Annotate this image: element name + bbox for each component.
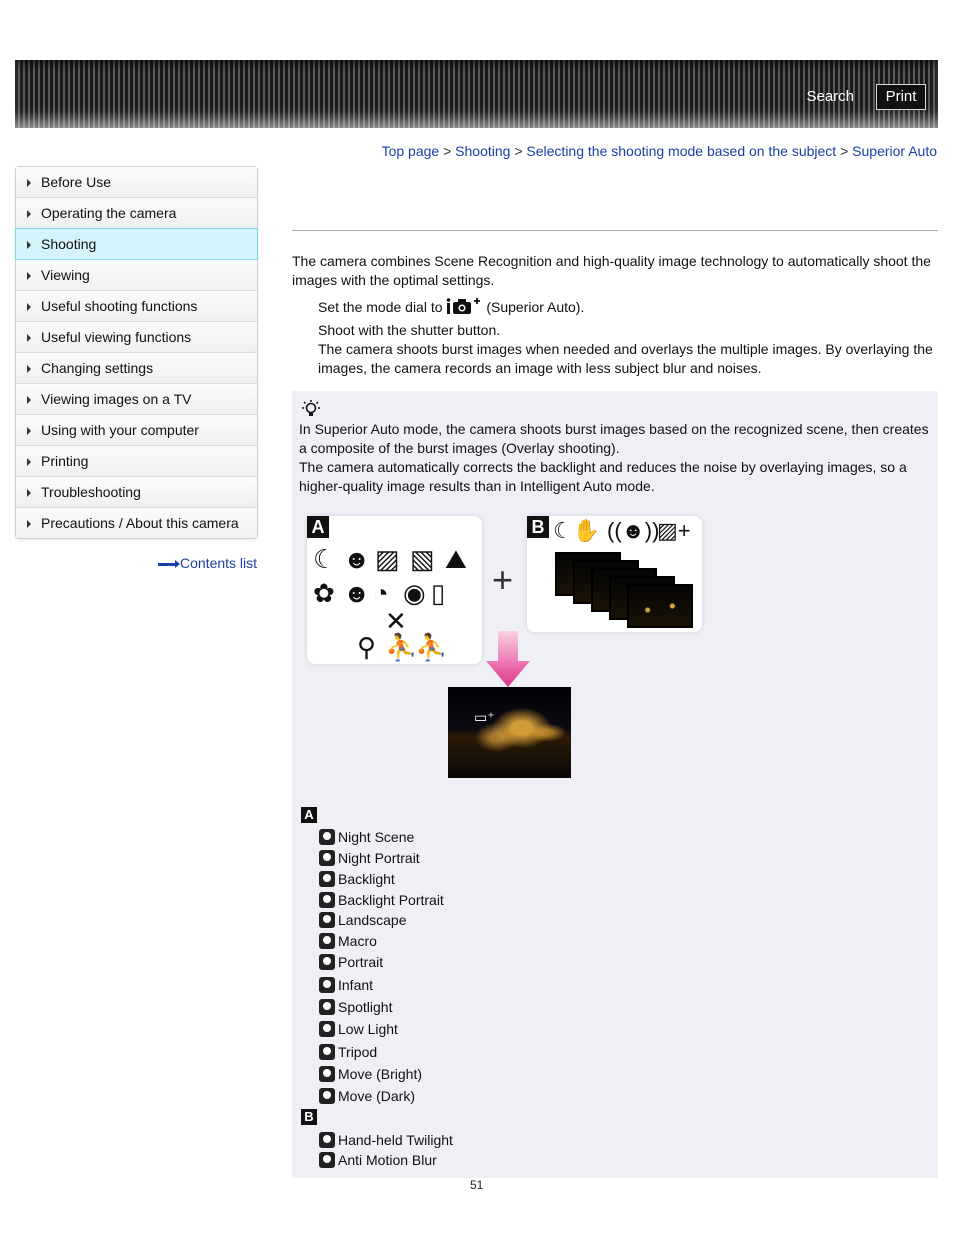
tip-paragraph-1: In Superior Auto mode, the camera shoots burst images based on the recognized scene, then creates a composite of the burst images (Overlay shooting). bbox=[299, 421, 929, 456]
macro-icon: ✿ bbox=[313, 578, 335, 608]
backlight-portrait-icon bbox=[319, 892, 335, 908]
breadcrumb-superior-auto[interactable]: Superior Auto bbox=[852, 143, 937, 159]
list-item bbox=[319, 1150, 437, 1170]
spotlight-icon bbox=[319, 999, 335, 1015]
scene-label: Anti Motion Blur bbox=[338, 1152, 437, 1168]
arrow-right-icon bbox=[27, 396, 31, 404]
list-item bbox=[319, 1086, 415, 1106]
sidebar-item-label: Using with your computer bbox=[41, 422, 199, 438]
list-item bbox=[319, 869, 395, 889]
sidebar-item-precautions[interactable] bbox=[16, 508, 257, 538]
print-button[interactable]: Print bbox=[876, 84, 926, 110]
backlight-icon: ▨ bbox=[375, 544, 400, 574]
arrow-right-icon bbox=[27, 241, 31, 249]
label-b-badge: B bbox=[527, 516, 549, 538]
breadcrumb-separator: > bbox=[514, 143, 523, 159]
list-b-badge: B bbox=[301, 1109, 317, 1125]
arrow-right-icon bbox=[27, 427, 31, 435]
night-scene-icon: ☾ bbox=[313, 544, 337, 574]
overlay-result-photo bbox=[448, 687, 571, 778]
sidebar-item-label: Operating the camera bbox=[41, 205, 177, 221]
anti-motion-blur-icon: ((☻)) bbox=[607, 518, 660, 543]
list-item bbox=[319, 1064, 422, 1084]
title-divider bbox=[292, 230, 938, 231]
sidebar-item-before-use[interactable] bbox=[16, 167, 257, 198]
hand-held-twilight-icon: ☾✋ bbox=[553, 518, 601, 543]
arrow-down-icon bbox=[486, 631, 530, 687]
scene-label: Infant bbox=[338, 977, 374, 993]
plus-icon: + bbox=[492, 559, 514, 600]
breadcrumb-separator: > bbox=[443, 143, 452, 159]
sidebar-item-label: Changing settings bbox=[41, 360, 154, 376]
spotlight-icon: ◉ bbox=[403, 578, 426, 608]
scene-label: Backlight bbox=[338, 871, 395, 887]
anti-motion-blur-icon bbox=[319, 1152, 335, 1168]
low-light-icon bbox=[319, 1021, 335, 1037]
sidebar-item-useful-shooting[interactable] bbox=[16, 291, 257, 322]
sidebar-item-useful-viewing[interactable] bbox=[16, 322, 257, 353]
list-item bbox=[319, 890, 444, 910]
sidebar-item-operating[interactable] bbox=[16, 198, 257, 229]
breadcrumb-selecting-mode[interactable]: Selecting the shooting mode based on the subject bbox=[526, 143, 837, 159]
infant-icon bbox=[319, 977, 335, 993]
arrow-right-icon bbox=[27, 179, 31, 187]
hand-held-twilight-icon bbox=[319, 1132, 335, 1148]
list-item bbox=[319, 827, 414, 847]
infant-icon: ◔ bbox=[373, 578, 389, 608]
scene-panel-b bbox=[527, 516, 702, 632]
list-item bbox=[319, 952, 383, 972]
tip-box bbox=[292, 391, 938, 1178]
scene-label: Move (Dark) bbox=[338, 1088, 416, 1104]
tripod-icon bbox=[319, 1044, 335, 1060]
tip-text bbox=[299, 420, 931, 496]
tripod-icon: ⚲ bbox=[357, 632, 377, 662]
scene-label: Hand-held Twilight bbox=[338, 1132, 453, 1148]
step-1-suffix: (Superior Auto). bbox=[486, 299, 585, 315]
scene-label: Macro bbox=[338, 933, 377, 949]
scene-label: Move (Bright) bbox=[338, 1066, 423, 1082]
sidebar-item-label: Useful shooting functions bbox=[41, 298, 198, 314]
sidebar-item-label: Precautions / About this camera bbox=[41, 515, 239, 531]
sidebar-nav bbox=[15, 166, 258, 539]
scene-label: Spotlight bbox=[338, 999, 393, 1015]
step-2-line-1: Shoot with the shutter button. bbox=[318, 322, 501, 338]
sidebar-item-label: Viewing bbox=[41, 267, 90, 283]
arrow-right-icon bbox=[27, 334, 31, 342]
contents-list-label: Contents list bbox=[180, 555, 258, 571]
contents-list-link[interactable] bbox=[158, 555, 257, 571]
sidebar-item-printing[interactable] bbox=[16, 446, 257, 477]
scene-label: Landscape bbox=[338, 912, 407, 928]
step-1 bbox=[318, 297, 938, 317]
arrow-right-icon bbox=[158, 563, 176, 566]
sidebar-item-tv[interactable] bbox=[16, 384, 257, 415]
list-item bbox=[319, 975, 373, 995]
scene-label: Backlight Portrait bbox=[338, 892, 444, 908]
sidebar-item-troubleshooting[interactable] bbox=[16, 477, 257, 508]
arrow-right-icon bbox=[27, 489, 31, 497]
tip-paragraph-2: The camera automatically corrects the backlight and reduces the noise by overlaying images, so a higher-quality image results than in Intelligent Auto mode. bbox=[299, 459, 907, 494]
move-dark-icon bbox=[319, 1088, 335, 1104]
backlight-hdr-icon: ▨+ bbox=[657, 518, 691, 543]
backlight-icon bbox=[319, 871, 335, 887]
macro-icon bbox=[319, 933, 335, 949]
sidebar-item-label: Viewing images on a TV bbox=[41, 391, 192, 407]
list-item bbox=[319, 1042, 377, 1062]
move-dark-icon: ⛹ bbox=[415, 632, 448, 662]
intro-text: The camera combines Scene Recognition and high-quality image technology to automatically shoot the images with the optimal settings. bbox=[292, 253, 931, 288]
sidebar-item-computer[interactable] bbox=[16, 415, 257, 446]
breadcrumb-separator: > bbox=[840, 143, 849, 159]
list-item bbox=[319, 848, 420, 868]
arrow-right-icon bbox=[27, 520, 31, 528]
burst-frame bbox=[627, 584, 693, 628]
header-bar bbox=[15, 60, 938, 128]
sidebar-item-label: Before Use bbox=[41, 174, 112, 190]
arrow-right-icon bbox=[27, 303, 31, 311]
list-a-badge: A bbox=[301, 807, 317, 823]
superior-auto-icon bbox=[446, 297, 482, 315]
cross-icon: ✕ bbox=[385, 606, 407, 636]
sidebar-item-changing-settings[interactable] bbox=[16, 353, 257, 384]
sidebar-item-label: Useful viewing functions bbox=[41, 329, 192, 345]
portrait-icon: ☻ bbox=[343, 578, 371, 608]
label-a-badge: A bbox=[307, 516, 329, 538]
arrow-right-icon bbox=[27, 272, 31, 280]
sidebar-item-viewing[interactable] bbox=[16, 260, 257, 291]
landscape-icon bbox=[319, 912, 335, 928]
page-number: 51 bbox=[470, 1178, 484, 1192]
night-portrait-icon bbox=[319, 850, 335, 866]
sidebar-item-label: Troubleshooting bbox=[41, 484, 141, 500]
arrow-right-icon bbox=[27, 458, 31, 466]
scene-label: Low Light bbox=[338, 1021, 398, 1037]
list-item bbox=[319, 910, 407, 930]
search-link[interactable]: Search bbox=[806, 88, 854, 105]
night-scene-icon bbox=[319, 829, 335, 845]
move-bright-icon: ⛹ bbox=[385, 632, 418, 662]
arrow-right-icon bbox=[27, 365, 31, 373]
low-light-icon: ▯ bbox=[431, 578, 446, 608]
list-item bbox=[319, 997, 392, 1017]
night-portrait-icon: ☻ bbox=[343, 544, 371, 574]
lightbulb-icon bbox=[301, 399, 321, 419]
backlight-portrait-icon: ▧ bbox=[410, 544, 435, 574]
list-item bbox=[319, 1130, 453, 1150]
sidebar-item-shooting[interactable] bbox=[15, 228, 258, 260]
breadcrumb-top-page[interactable]: Top page bbox=[381, 143, 440, 159]
breadcrumb-shooting[interactable]: Shooting bbox=[455, 143, 511, 159]
sidebar-item-label: Shooting bbox=[41, 236, 97, 252]
sidebar-item-label: Printing bbox=[41, 453, 89, 469]
scene-label: Tripod bbox=[338, 1044, 378, 1060]
scene-label: Night Scene bbox=[338, 829, 415, 845]
breadcrumb bbox=[382, 143, 937, 159]
landscape-icon: ⛰ bbox=[445, 544, 467, 574]
scene-label: Night Portrait bbox=[338, 850, 420, 866]
step-2-line-2: The camera shoots burst images when needed and overlays the multiple images. By overlaying the images, the camera records an image with less subject blur and noises. bbox=[318, 341, 933, 376]
move-bright-icon bbox=[319, 1066, 335, 1082]
scene-label: Portrait bbox=[338, 954, 384, 970]
list-item bbox=[319, 931, 377, 951]
arrow-right-icon bbox=[27, 210, 31, 218]
overlay-icon: ▭⁺ bbox=[474, 709, 495, 725]
step-1-prefix: Set the mode dial to bbox=[318, 299, 443, 315]
portrait-icon bbox=[319, 954, 335, 970]
list-item bbox=[319, 1019, 398, 1039]
scene-panel-a bbox=[307, 516, 482, 664]
